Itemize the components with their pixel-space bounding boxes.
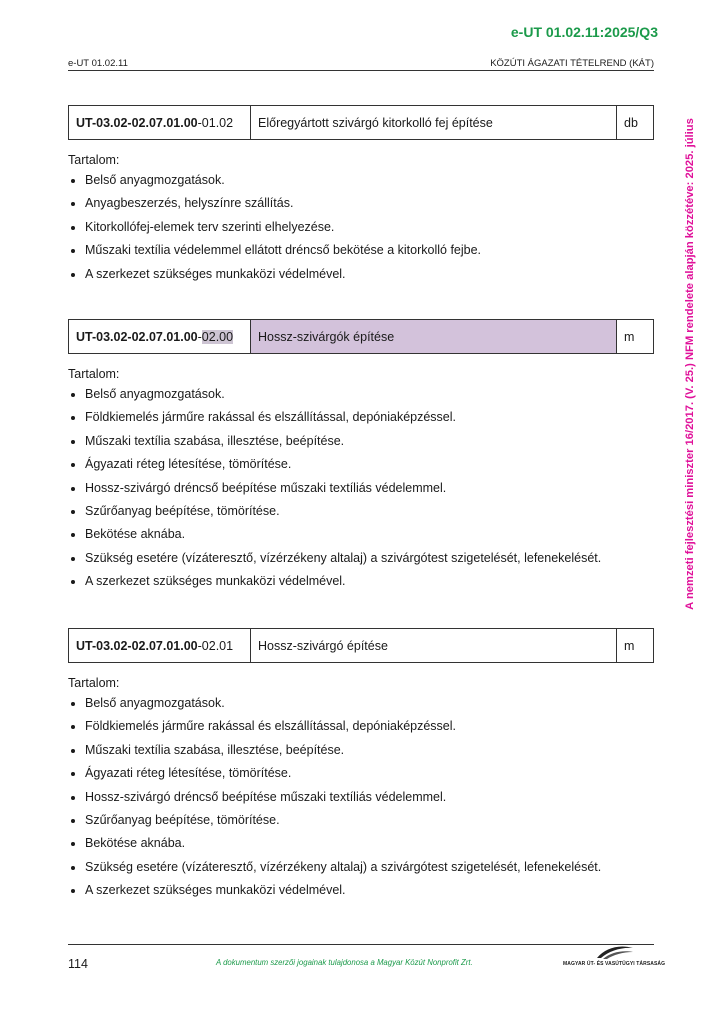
- item-unit: db: [624, 115, 638, 130]
- list-item: • Hossz-szivárgó dréncső beépítése műszaki textíliás védelemmel.: [85, 477, 654, 500]
- content-list: [68, 169, 654, 286]
- item-code-main: UT-03.02-02.07.01.00: [76, 115, 198, 130]
- logo-text: MAGYAR ÚT- ÉS VASÚTÜGYI TÁRSASÁG: [563, 961, 666, 967]
- list-item: • Szűrőanyag beépítése, tömörítése.: [85, 809, 654, 832]
- list-item: • Belső anyagmozgatások.: [85, 692, 654, 715]
- logo-swoosh-icon: [595, 944, 635, 960]
- list-item: • Ágyazati réteg létesítése, tömörítése.: [85, 453, 654, 476]
- content-label: Tartalom:: [68, 153, 120, 167]
- list-item: • Kitorkollófej-elemek terv szerinti elhelyezése.: [85, 216, 654, 239]
- list-item: • Szűrőanyag beépítése, tömörítése.: [85, 500, 654, 523]
- item-code-main: UT-03.02-02.07.01.00: [76, 329, 198, 344]
- list-item: • Műszaki textília szabása, illesztése, beépítése.: [85, 739, 654, 762]
- content-label: Tartalom:: [68, 367, 120, 381]
- item-block: [68, 628, 654, 903]
- item-title: Előregyártott szivárgó kitorkolló fej építése: [251, 106, 617, 139]
- item-block: [68, 105, 654, 286]
- header-rule: [68, 70, 654, 71]
- document-id: e-UT 01.02.11:2025/Q3: [510, 24, 658, 40]
- item-code-table: [68, 628, 654, 663]
- content-list: [68, 692, 654, 903]
- item-code-suffix: 02.00: [201, 329, 234, 344]
- item-code-dash: -: [197, 329, 202, 344]
- item-code-table: [68, 105, 654, 140]
- item-code-main: UT-03.02-02.07.01.00: [76, 638, 198, 653]
- header-right: KÖZÚTI ÁGAZATI TÉTELREND (KÁT): [490, 58, 654, 69]
- list-item: • Bekötése aknába.: [85, 523, 654, 546]
- list-item: • A szerkezet szükséges munkaközi védelmével.: [85, 570, 654, 593]
- item-unit: m: [624, 638, 635, 653]
- company-logo: [563, 944, 666, 970]
- content-label: Tartalom:: [68, 676, 120, 690]
- list-item: • Belső anyagmozgatások.: [85, 383, 654, 406]
- item-code-suffix: -02.01: [197, 638, 234, 653]
- content-list: [68, 383, 654, 594]
- list-item: • Műszaki textília szabása, illesztése, beépítése.: [85, 430, 654, 453]
- list-item: • Bekötése aknába.: [85, 832, 654, 855]
- item-code: [69, 106, 251, 139]
- list-item: • Földkiemelés járműre rakással és elszállítással, depóniaképzéssel.: [85, 715, 654, 738]
- list-item: • Ágyazati réteg létesítése, tömörítése.: [85, 762, 654, 785]
- item-code: [69, 320, 251, 353]
- item-title: Hossz-szivárgók építése: [251, 320, 617, 353]
- item-code-table: [68, 319, 654, 354]
- header-left: e-UT 01.02.11: [68, 58, 128, 69]
- item-block: [68, 319, 654, 594]
- list-item: • A szerkezet szükséges munkaközi védelmével.: [85, 879, 654, 902]
- list-item: • Hossz-szivárgó dréncső beépítése műszaki textíliás védelemmel.: [85, 786, 654, 809]
- side-note-text: A nemzeti fejlesztési miniszter 16/2017. (V. 25.) NFM rendelete alapján közzétéve: 2025. július: [684, 118, 696, 610]
- item-code: [69, 629, 251, 662]
- item-code-suffix: -01.02: [197, 115, 234, 130]
- list-item: • Belső anyagmozgatások.: [85, 169, 654, 192]
- list-item: • Anyagbeszerzés, helyszínre szállítás.: [85, 192, 654, 215]
- list-item: • Szükség esetére (vízáteresztő, vízérzékeny altalaj) a szivárgótest szigetelését, lefenekelését.: [85, 856, 654, 879]
- item-unit: m: [624, 329, 635, 344]
- list-item: • Szükség esetére (vízáteresztő, vízérzékeny altalaj) a szivárgótest szigetelését, lefenekelését.: [85, 547, 654, 570]
- item-title: Hossz-szivárgó építése: [251, 629, 617, 662]
- list-item: • Földkiemelés járműre rakással és elszállítással, depóniaképzéssel.: [85, 406, 654, 429]
- list-item: • A szerkezet szükséges munkaközi védelmével.: [85, 263, 654, 286]
- page-number: 114: [68, 957, 88, 971]
- copyright-note: A dokumentum szerzői jogainak tulajdonosa a Magyar Közút Nonprofit Zrt.: [216, 958, 473, 967]
- list-item: • Műszaki textília védelemmel ellátott dréncső bekötése a kitorkolló fejbe.: [85, 239, 654, 262]
